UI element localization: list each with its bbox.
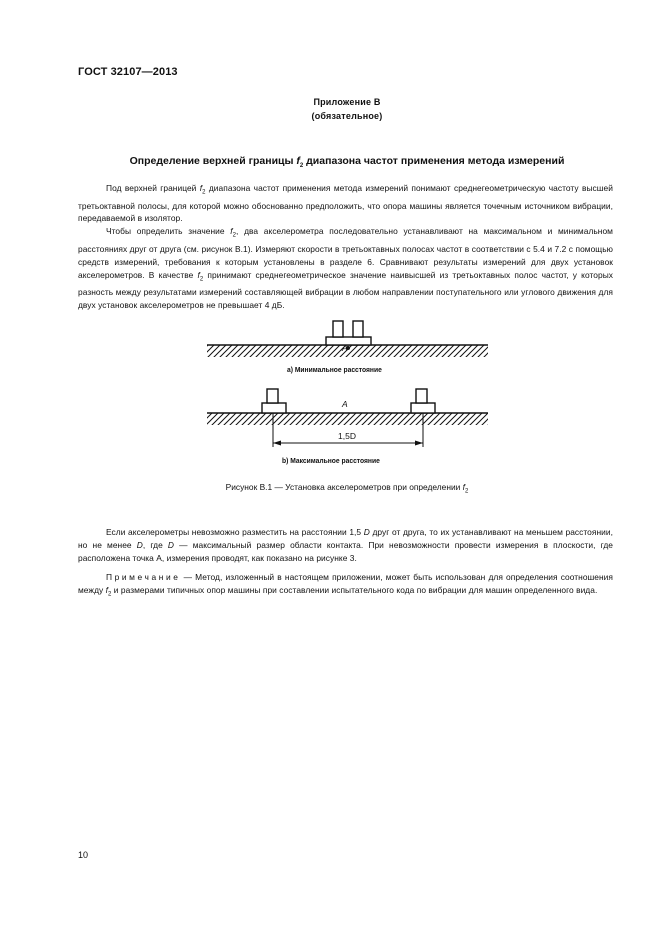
caption-text: Рисунок В.1 — Установка акселерометров при определении xyxy=(225,482,463,492)
figure-caption xyxy=(78,482,616,495)
appendix-status: (обязательное) xyxy=(311,111,383,121)
variable: D xyxy=(363,527,370,537)
variable: f xyxy=(199,183,203,193)
section-title-var: f xyxy=(296,155,300,167)
text-run: Чтобы определить значение xyxy=(106,226,231,237)
subscript: 2 xyxy=(108,591,112,598)
variable: f xyxy=(462,482,465,492)
section-title-post: диапазона частот применения метода измерений xyxy=(303,155,565,167)
text-run: , где xyxy=(142,539,168,550)
text-run: принимают среднегеометрическое значение наивысшей из третьоктавных полос частот, у которых разность между результатами измерений составляющей вибрации в любом направлении поступательного или углового движения для двух установок акселерометров не превышает 4 дБ. xyxy=(78,269,613,311)
variable: f xyxy=(105,584,109,595)
page-number: 10 xyxy=(78,850,89,860)
document-header: ГОСТ 32107—2013 xyxy=(78,66,178,78)
section-title-pre: Определение верхней границы xyxy=(129,155,297,167)
mounting-base-right xyxy=(411,403,435,413)
text-run: Если акселерометры невозможно разместить на расстоянии 1,5 xyxy=(106,527,364,537)
text-run: — максимальный размер области контакта. При невозможности провести измерения в плоскости, где расположена точка А, измерения проводят, как показано на рисунке 3. xyxy=(78,539,613,563)
body-text-1 xyxy=(78,182,613,312)
figure-accelerometer-setup xyxy=(205,312,490,477)
point-a-label-bottom: A xyxy=(342,399,348,409)
subscript: 2 xyxy=(464,488,469,495)
text-run: , два акселерометра последовательно устанавливают на максимальном и минимальном расстояниях друг от друга (см. рисунок В.1). Измеряют скорости в третьоктавных полосах частот в соответствии с 5.4 и 7.2 с помощью средств измерений, требования к которым установлены в разделе 6. Сравнивают результаты измерений для двух установок акселерометров. В качестве xyxy=(78,226,613,280)
mounting-base-left xyxy=(262,403,286,413)
dimension-arrow-right xyxy=(415,441,423,446)
caption-minimal-distance: а) Минимальное расстояние xyxy=(287,365,382,374)
subscript: 2 xyxy=(202,189,206,196)
text-run: диапазона частот применения метода измерений понимают среднегеометрическую частоту высшей третьоктавной полосы, для которой можно обоснованно предположить, что опора машины является точечным источником вибрации, передаваемой в изолятор. xyxy=(78,183,613,224)
surface-hatching-b xyxy=(207,413,488,425)
point-a-label-top: A xyxy=(342,343,348,353)
appendix-title: Приложение В xyxy=(313,97,381,107)
caption-maximal-distance: b) Максимальное расстояние xyxy=(282,456,380,465)
section-title-sub: 2 xyxy=(299,163,304,170)
text-run: — Метод, изложенный в настоящем приложении, может быть использован для определения соотношения между xyxy=(78,571,613,595)
accelerometer-2-a xyxy=(353,321,363,337)
subscript: 2 xyxy=(232,233,237,240)
note-paragraph xyxy=(78,571,613,601)
dimension-label: 1,5D xyxy=(338,431,356,441)
mounting-base-a xyxy=(326,337,371,345)
accelerometer-right xyxy=(416,389,427,403)
dimension-arrow-left xyxy=(273,441,281,446)
figure-diagram xyxy=(205,312,490,477)
variable: D xyxy=(136,539,143,550)
paragraph-1 xyxy=(78,182,613,225)
section-title xyxy=(78,155,616,169)
accelerometer-left xyxy=(267,389,278,403)
note-label: Примечание xyxy=(106,571,181,582)
accelerometer-1-a xyxy=(333,321,343,337)
text-run: и размерами типичных опор машины при составлении испытательного кода по вибрации для машин определенного вида. xyxy=(111,584,598,595)
subscript: 2 xyxy=(199,276,204,283)
body-text-2 xyxy=(78,526,613,601)
variable: f xyxy=(230,226,233,237)
paragraph-3 xyxy=(78,526,613,565)
variable: D xyxy=(167,539,175,550)
text-run: друг от друга, то их устанавливают на меньшем расстоянии, но не менее xyxy=(78,527,613,550)
variable: f xyxy=(197,269,200,280)
paragraph-2 xyxy=(78,225,613,312)
appendix-heading xyxy=(78,95,616,123)
text-run: Под верхней границей xyxy=(106,183,200,193)
